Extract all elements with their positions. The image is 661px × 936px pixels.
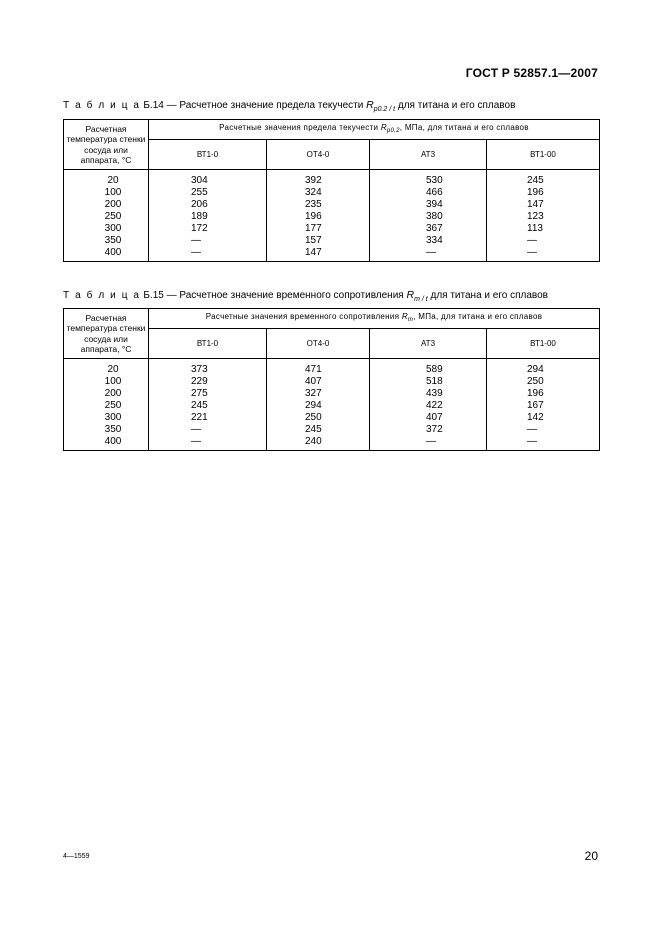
table-cell: — bbox=[149, 436, 267, 451]
table-cell: 172 bbox=[149, 223, 267, 235]
table-cell: 400 bbox=[64, 247, 149, 262]
table-b15-span-sub: m bbox=[407, 317, 414, 323]
table-b14-col-header: ВТ1-00 bbox=[487, 140, 600, 170]
table-b14-col-header: АТ3 bbox=[370, 140, 487, 170]
table-b14-row-header: Расчетная температура стенки сосуда или аппарата, °С bbox=[64, 120, 149, 170]
table-b14-col-header: ОТ4-0 bbox=[267, 140, 370, 170]
table-cell: 407 bbox=[370, 412, 487, 424]
table-cell: 300 bbox=[64, 223, 149, 235]
table-cell: 350 bbox=[64, 424, 149, 436]
table-cell: 113 bbox=[487, 223, 600, 235]
table-b15-col-header: ОТ4-0 bbox=[267, 329, 370, 359]
table-cell: 518 bbox=[370, 376, 487, 388]
table-cell: 589 bbox=[370, 359, 487, 377]
table-b14-span-header bbox=[149, 120, 600, 140]
table-b14-symbol: R bbox=[366, 99, 374, 111]
table-cell: 530 bbox=[370, 170, 487, 188]
table-b15-symbol: R bbox=[406, 289, 415, 301]
table-cell: 250 bbox=[64, 400, 149, 412]
table-b15-symbol-sub: m / t bbox=[414, 296, 428, 303]
table-cell: 245 bbox=[487, 170, 600, 188]
table-b15-col-header: АТ3 bbox=[370, 329, 487, 359]
table-cell: — bbox=[487, 436, 600, 451]
table-b14-symbol-sub: p0.2 / t bbox=[373, 106, 396, 113]
table-cell: — bbox=[149, 247, 267, 262]
table-cell: — bbox=[370, 436, 487, 451]
table-cell: 147 bbox=[487, 199, 600, 211]
table-row bbox=[64, 412, 600, 424]
table-cell: — bbox=[370, 247, 487, 262]
table-cell: 372 bbox=[370, 424, 487, 436]
table-cell: 100 bbox=[64, 187, 149, 199]
table-cell: 245 bbox=[149, 400, 267, 412]
table-cell: 196 bbox=[267, 211, 370, 223]
table-cell: 400 bbox=[64, 436, 149, 451]
table-cell: 327 bbox=[267, 388, 370, 400]
table-cell: 380 bbox=[370, 211, 487, 223]
table-cell: 123 bbox=[487, 211, 600, 223]
table-b14-title-suffix: для титана и его сплавов bbox=[397, 100, 516, 111]
table-cell: — bbox=[487, 424, 600, 436]
table-b15-span-prefix: Расчетные значения временного сопротивления bbox=[205, 312, 400, 321]
table-cell: 196 bbox=[487, 388, 600, 400]
table-row bbox=[64, 187, 600, 199]
table-cell: 250 bbox=[64, 211, 149, 223]
table-b14-span-symbol: R bbox=[380, 123, 387, 132]
table-cell: 334 bbox=[370, 235, 487, 247]
table-b15-title: — Расчетное значение временного сопротивления bbox=[166, 290, 404, 301]
table-cell: 200 bbox=[64, 199, 149, 211]
table-cell: 206 bbox=[149, 199, 267, 211]
table-cell: — bbox=[487, 235, 600, 247]
table-cell: 466 bbox=[370, 187, 487, 199]
table-row bbox=[64, 170, 600, 188]
table-b15-span-symbol: R bbox=[401, 312, 408, 321]
table-b15-col-header: ВТ1-0 bbox=[149, 329, 267, 359]
table-row bbox=[64, 388, 600, 400]
table-b14-span-sub: p0,2 bbox=[386, 128, 400, 134]
table-cell: 177 bbox=[267, 223, 370, 235]
table-cell: 294 bbox=[267, 400, 370, 412]
table-cell: 250 bbox=[487, 376, 600, 388]
standard-designation: ГОСТ Р 52857.1—2007 bbox=[465, 66, 598, 80]
table-row bbox=[64, 223, 600, 235]
table-row bbox=[64, 235, 600, 247]
table-b15 bbox=[63, 308, 600, 451]
table-row bbox=[64, 211, 600, 223]
table-b15-span-header bbox=[149, 309, 600, 329]
table-b15-span-suffix: , МПа, для титана и его сплавов bbox=[413, 312, 543, 321]
table-cell: — bbox=[149, 424, 267, 436]
table-cell: 407 bbox=[267, 376, 370, 388]
table-cell: 255 bbox=[149, 187, 267, 199]
table-row bbox=[64, 359, 600, 377]
table-b15-col-header: ВТ1-00 bbox=[487, 329, 600, 359]
table-cell: 100 bbox=[64, 376, 149, 388]
table-row bbox=[64, 424, 600, 436]
table-cell: 189 bbox=[149, 211, 267, 223]
table-b14-span-suffix: , МПа, для титана и его сплавов bbox=[399, 123, 529, 132]
table-cell: 471 bbox=[267, 359, 370, 377]
table-cell: 157 bbox=[267, 235, 370, 247]
table-b14-span-prefix: Расчетные значения предела текучести bbox=[219, 123, 379, 132]
table-cell: 235 bbox=[267, 199, 370, 211]
table-cell: 367 bbox=[370, 223, 487, 235]
table-b14-title: — Расчетное значение предела текучести bbox=[166, 100, 364, 111]
table-row bbox=[64, 376, 600, 388]
table-b15-number: Б.15 bbox=[143, 290, 164, 301]
table-row bbox=[64, 400, 600, 412]
page-number: 20 bbox=[584, 849, 598, 863]
table-cell: — bbox=[487, 247, 600, 262]
table-cell: 250 bbox=[267, 412, 370, 424]
table-b15-caption bbox=[63, 289, 548, 303]
table-cell: 221 bbox=[149, 412, 267, 424]
table-cell: 142 bbox=[487, 412, 600, 424]
table-cell: 20 bbox=[64, 359, 149, 377]
table-cell: 350 bbox=[64, 235, 149, 247]
table-cell: 373 bbox=[149, 359, 267, 377]
table-cell: 240 bbox=[267, 436, 370, 451]
table-row bbox=[64, 247, 600, 262]
table-cell: 200 bbox=[64, 388, 149, 400]
table-cell: 439 bbox=[370, 388, 487, 400]
table-b14-label: Т а б л и ц а bbox=[63, 100, 141, 111]
table-cell: 229 bbox=[149, 376, 267, 388]
table-cell: 392 bbox=[267, 170, 370, 188]
table-cell: — bbox=[149, 235, 267, 247]
table-cell: 394 bbox=[370, 199, 487, 211]
table-cell: 245 bbox=[267, 424, 370, 436]
table-b14-number: Б.14 bbox=[143, 100, 164, 111]
print-code: 4—1559 bbox=[63, 853, 90, 860]
table-b15-label: Т а б л и ц а bbox=[63, 290, 141, 301]
table-b14-col-header: ВТ1-0 bbox=[149, 140, 267, 170]
table-cell: 275 bbox=[149, 388, 267, 400]
table-b15-row-header: Расчетная температура стенки сосуда или аппарата, °С bbox=[64, 309, 149, 359]
table-cell: 304 bbox=[149, 170, 267, 188]
table-row bbox=[64, 436, 600, 451]
table-cell: 300 bbox=[64, 412, 149, 424]
table-b14-caption bbox=[63, 99, 515, 113]
table-cell: 196 bbox=[487, 187, 600, 199]
table-cell: 324 bbox=[267, 187, 370, 199]
table-row bbox=[64, 199, 600, 211]
table-b15-title-suffix: для титана и его сплавов bbox=[430, 290, 548, 301]
table-cell: 294 bbox=[487, 359, 600, 377]
table-cell: 147 bbox=[267, 247, 370, 262]
table-b14 bbox=[63, 119, 600, 262]
table-cell: 20 bbox=[64, 170, 149, 188]
table-cell: 167 bbox=[487, 400, 600, 412]
table-cell: 422 bbox=[370, 400, 487, 412]
